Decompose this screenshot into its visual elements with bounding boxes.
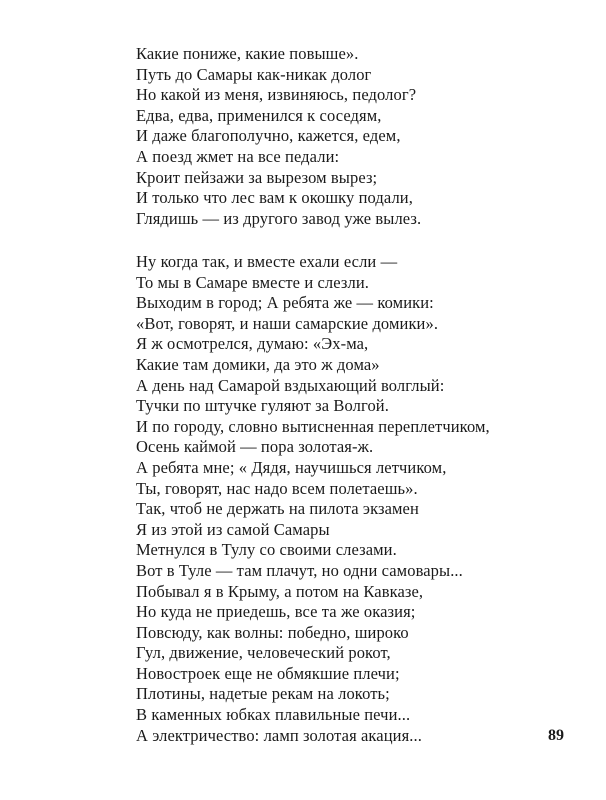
poem-line: Ну когда так, и вместе ехали если — bbox=[136, 252, 398, 271]
poem-line: И даже благополучно, кажется, едем, bbox=[136, 126, 401, 146]
poem-line: Но какой из меня, извиняюсь, педолог? bbox=[136, 85, 417, 105]
poem-line: Кроит пейзажи за вырезом вырез; bbox=[136, 167, 378, 187]
poem-line: Какие пониже, какие повыше». bbox=[136, 44, 359, 63]
page-number: 89 bbox=[548, 727, 564, 744]
poem-stanza-2 bbox=[136, 252, 556, 746]
poem-line: Но куда не приедешь, все та же оказия; bbox=[136, 602, 416, 622]
poem-line: То мы в Самаре вместе и слезли. bbox=[136, 272, 369, 292]
poem-line: Я ж осмотрелся, думаю: «Эх-ма, bbox=[136, 334, 369, 354]
poem-line: Метнулся в Тулу со своими слезами. bbox=[136, 540, 397, 560]
poem-line: В каменных юбках плавильные печи... bbox=[136, 705, 411, 725]
poem-line: Я из этой из самой Самары bbox=[136, 519, 330, 539]
poem-line: И по городу, словно вытисненная переплетчиком, bbox=[136, 416, 490, 436]
poem-line: Осень каймой — пора золотая-ж. bbox=[136, 437, 374, 457]
poem-line: А день над Самарой вздыхающий волглый: bbox=[136, 375, 445, 395]
poem-line: А поезд жмет на все педали: bbox=[136, 146, 340, 166]
poem-line: Повсюду, как волны: победно, широко bbox=[136, 622, 409, 642]
poem-line: Так, чтоб не держать на пилота экзамен bbox=[136, 499, 419, 519]
poem-line: Гул, движение, человеческий рокот, bbox=[136, 643, 391, 663]
poem-line: Едва, едва, применился к соседям, bbox=[136, 105, 382, 125]
poem-line: Путь до Самары как-никак долог bbox=[136, 64, 372, 84]
poem-line: Плотины, надетые рекам на локоть; bbox=[136, 684, 390, 704]
poem-line: Ты, говорят, нас надо всем полетаешь». bbox=[136, 478, 418, 498]
poem-line: «Вот, говорят, и наши самарские домики». bbox=[136, 313, 439, 333]
poem-line: А электричество: ламп золотая акация... bbox=[136, 725, 422, 745]
poem-line: Глядишь — из другого завод уже вылез. bbox=[136, 208, 422, 228]
poem-line: Выходим в город; А ребята же — комики: bbox=[136, 293, 434, 313]
poem-line: А ребята мне; « Дядя, научишься летчиком, bbox=[136, 457, 447, 477]
poem-line: Побывал я в Крыму, а потом на Кавказе, bbox=[136, 581, 424, 601]
poem-line: Тучки по штучке гуляют за Волгой. bbox=[136, 396, 389, 416]
poem-line: Какие там домики, да это ж дома» bbox=[136, 354, 380, 374]
poem-stanza-1 bbox=[136, 44, 556, 229]
poem-line: Вот в Туле — там плачут, но одни самовары... bbox=[136, 560, 463, 580]
poem-line: Новостроек еще не обмякшие плечи; bbox=[136, 663, 400, 683]
poem-line: И только что лес вам к окошку подали, bbox=[136, 188, 413, 208]
